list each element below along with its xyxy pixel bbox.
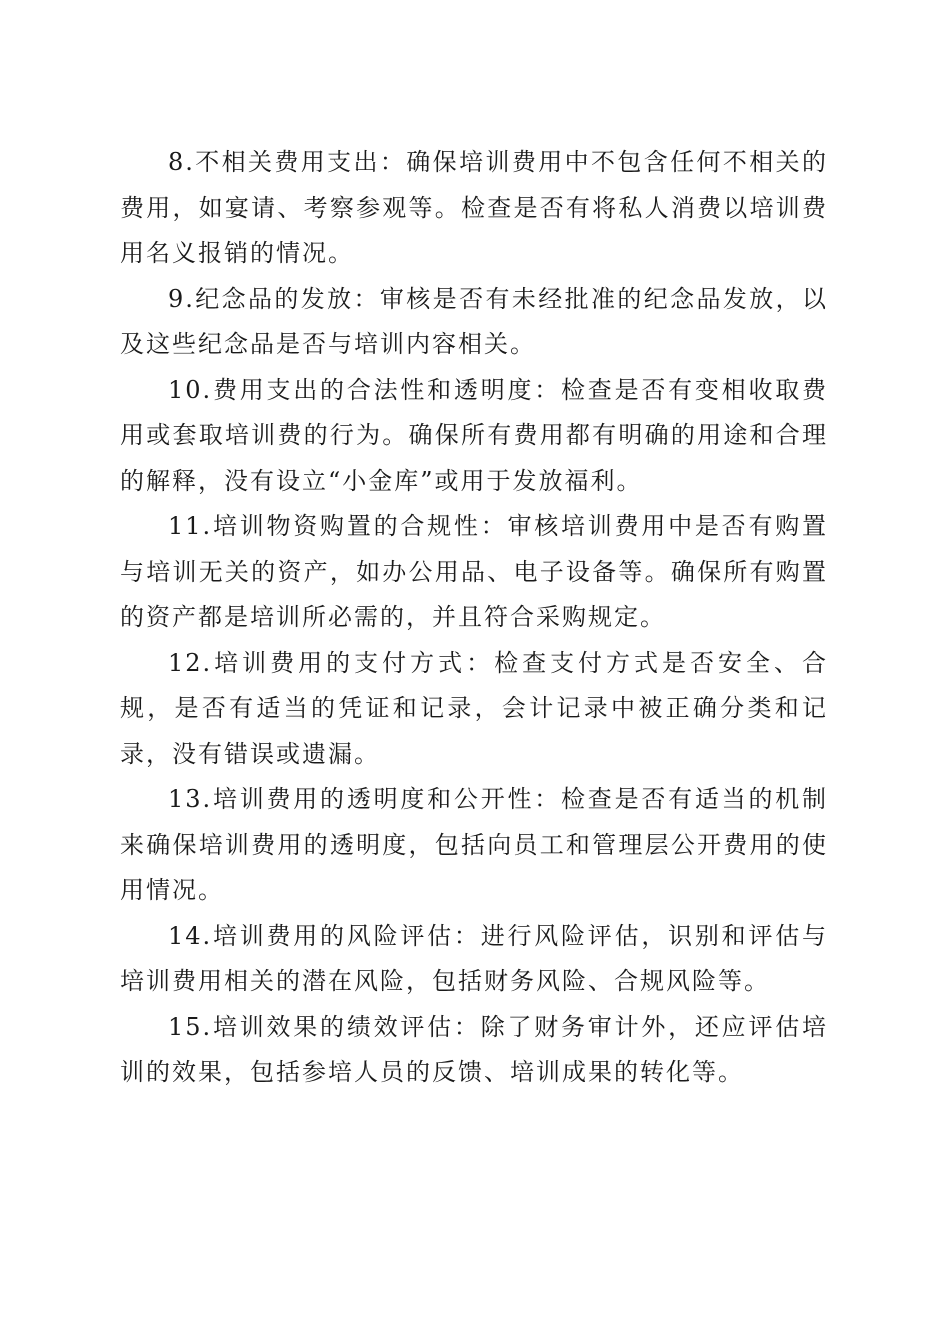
paragraph-item-12: 12.培训费用的支付方式：检查支付方式是否安全、合规，是否有适当的凭证和记录，会计记录中被正确分类和记录，没有错误或遗漏。 xyxy=(120,648,828,768)
paragraph-item-11: 11.培训物资购置的合规性：审核培训费用中是否有购置与培训无关的资产，如办公用品、电子设备等。确保所有购置的资产都是培训所必需的，并且符合采购规定。 xyxy=(120,512,828,631)
paragraph-item-15: 15.培训效果的绩效评估：除了财务审计外，还应评估培训的效果，包括参培人员的反馈、培训成果的转化等。 xyxy=(120,1012,828,1086)
document-body xyxy=(120,140,828,1096)
paragraph-item-10: 10.费用支出的合法性和透明度：检查是否有变相收取费用或套取培训费的行为。确保所有费用都有明确的用途和合理的解释，没有设立“小金库”或用于发放福利。 xyxy=(120,375,828,495)
paragraph-item-14: 14.培训费用的风险评估：进行风险评估，识别和评估与培训费用相关的潜在风险，包括财务风险、合规风险等。 xyxy=(120,921,828,995)
paragraph-item-8: 8.不相关费用支出：确保培训费用中不包含任何不相关的费用，如宴请、考察参观等。检查是否有将私人消费以培训费用名义报销的情况。 xyxy=(120,148,828,267)
paragraph-item-13: 13.培训费用的透明度和公开性：检查是否有适当的机制来确保培训费用的透明度，包括向员工和管理层公开费用的使用情况。 xyxy=(120,785,828,904)
paragraph-item-9: 9.纪念品的发放：审核是否有未经批准的纪念品发放，以及这些纪念品是否与培训内容相关。 xyxy=(120,284,828,358)
